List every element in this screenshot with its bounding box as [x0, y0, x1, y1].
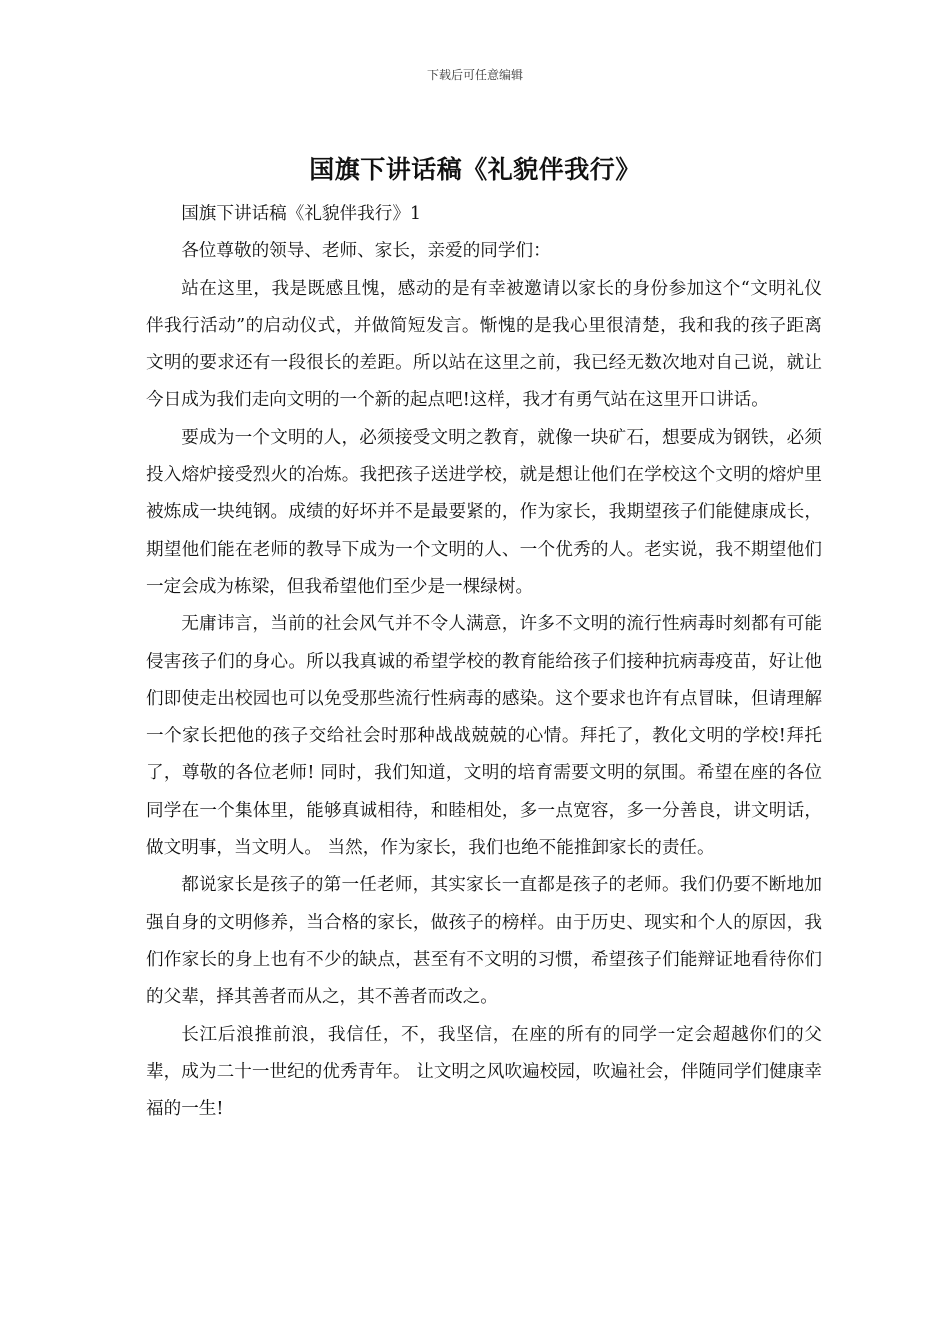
paragraph: 站在这里，我是既感且愧，感动的是有幸被邀请以家长的身份参加这个“文明礼仪伴我行活动”的启动仪式，并做简短发言。惭愧的是我心里很清楚，我和我的孩子距离文明的要求还有一段很长的差距。所以站在这里之前，我已经无数次地对自己说，就让今日成为我们走向文明的一个新的起点吧!这样，我才有勇气站在这里开口讲话。 [146, 278, 822, 411]
paragraph-greeting: 各位尊敬的领导、老师、家长，亲爱的同学们： [181, 241, 551, 262]
document-title: 国旗下讲话稿《礼貌伴我行》 [309, 155, 641, 184]
paragraph: 无庸讳言，当前的社会风气并不令人满意，许多不文明的流行性病毒时刻都有可能侵害孩子们的身心。所以我真诚的希望学校的教育能给孩子们接种抗病毒疫苗，好让他们即使走出校园也可以免受那些流行性病毒的感染。这个要求也许有点冒昧，但请理解一个家长把他的孩子交给社会时那种战战兢兢的心情。拜托了，教化文明的学校!拜托了，尊敬的各位老师! 同时，我们知道，文明的培育需要文明的氛围。希望在座的各位同学在一个集体里，能够真诚相待，和睦相处，多一点宽容，多一分善良，讲文明话，做文明事，当文明人。 当然，作为家长，我们也绝不能推卸家长的责任。 [146, 614, 822, 859]
header-note: 下载后可任意编辑 [426, 68, 523, 82]
document-body [146, 196, 822, 1128]
paragraph: 长江后浪推前浪，我信任，不，我坚信，在座的所有的同学一定会超越你们的父辈，成为二十一世纪的优秀青年。 让文明之风吹遍校园，吹遍社会，伴随同学们健康幸福的一生! [146, 1024, 822, 1120]
paragraph: 都说家长是孩子的第一任老师，其实家长一直都是孩子的老师。我们仍要不断地加强自身的文明修养，当合格的家长，做孩子的榜样。由于历史、现实和个人的原因，我们作家长的身上也有不少的缺点，甚至有不文明的习惯，希望孩子们能辩证地看待你们的父辈，择其善者而从之，其不善者而改之。 [146, 875, 822, 1008]
paragraph: 要成为一个文明的人，必须接受文明之教育，就像一块矿石，想要成为钢铁，必须投入熔炉接受烈火的冶炼。我把孩子送进学校，就是想让他们在学校这个文明的熔炉里被炼成一块纯钢。成绩的好坏并不是最要紧的，作为家长，我期望孩子们能健康成长，期望他们能在老师的教导下成为一个文明的人、一个优秀的人。老实说，我不期望他们一定会成为栋梁，但我希望他们至少是一棵绿树。 [146, 427, 822, 597]
paragraph-subtitle: 国旗下讲话稿《礼貌伴我行》1 [181, 204, 422, 224]
